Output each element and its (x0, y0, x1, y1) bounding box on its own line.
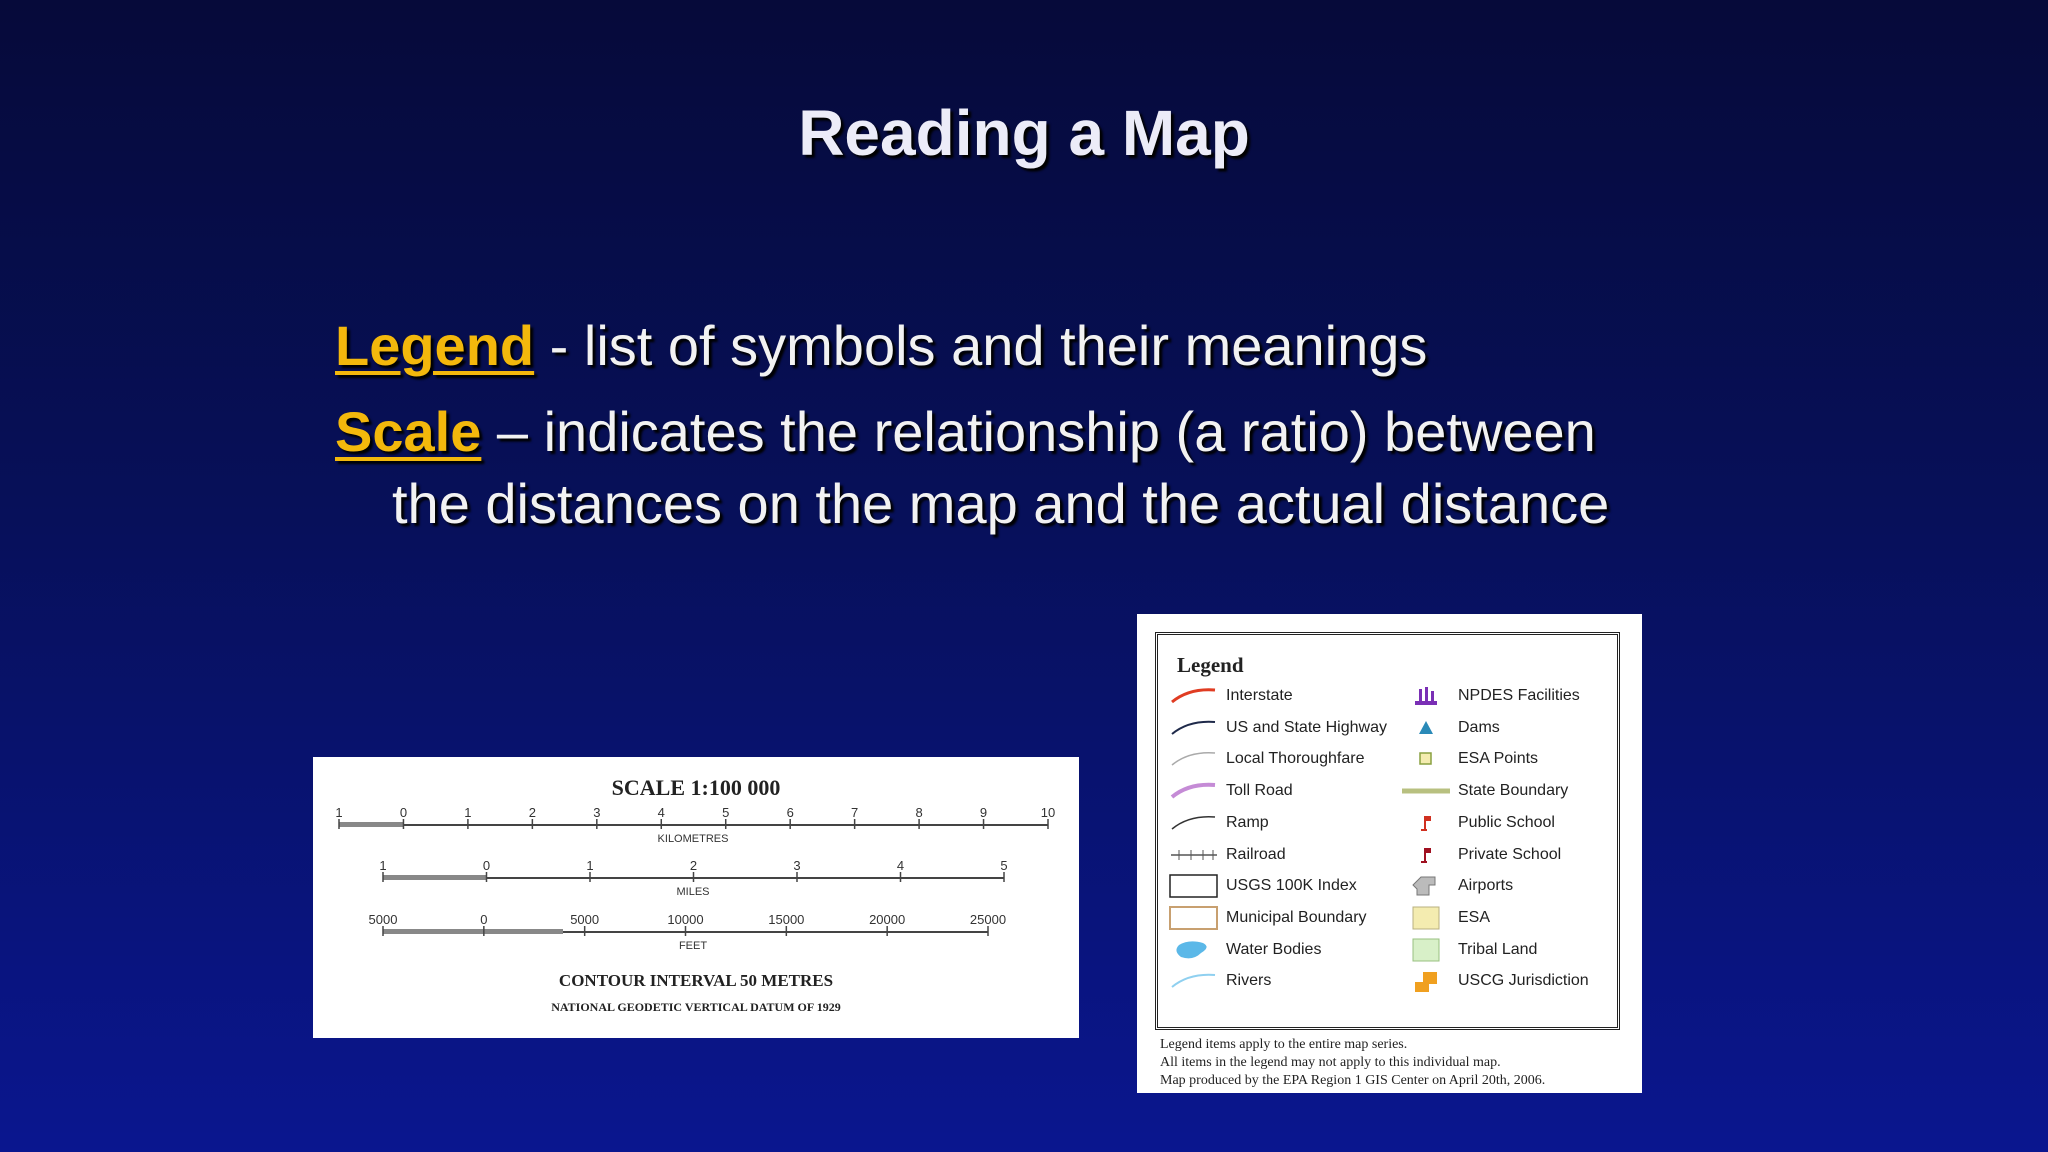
water-blob-icon (1169, 936, 1219, 964)
legend-figure (1137, 614, 1642, 1093)
legend-item (1401, 714, 1500, 742)
km-tick-label: 1 (335, 805, 343, 820)
legend-item (1169, 967, 1271, 995)
legend-item-label: USCG Jurisdiction (1458, 972, 1589, 990)
bullet-scale-continuation: the distances on the map and the actual distance (392, 472, 1610, 535)
legend-item (1401, 841, 1561, 869)
legend-item (1169, 872, 1357, 900)
term-scale: Scale (335, 400, 482, 463)
legend-item-label: Rivers (1226, 972, 1272, 990)
gray-curve-icon (1169, 745, 1219, 773)
legend-note: Map produced by the EPA Region 1 GIS Center on April 20th, 2006. (1160, 1073, 1546, 1088)
black-box-icon (1169, 872, 1219, 900)
triangle-icon (1401, 714, 1451, 742)
mile-tick-label: 1 (586, 858, 594, 873)
bullet-scale-text: – indicates the relationship (a ratio) between (481, 400, 1596, 463)
feet-tick-label: 10000 (667, 912, 704, 927)
legend-item (1401, 809, 1555, 837)
navy-curve-icon (1169, 714, 1219, 742)
legend-item (1169, 936, 1321, 964)
legend-item (1169, 809, 1269, 837)
bullet-scale (335, 396, 1815, 540)
km-label: KILOMETRES (657, 833, 729, 845)
legend-notes (1160, 1036, 1545, 1090)
legend-item (1169, 745, 1364, 773)
mile-tick-label: 3 (793, 858, 801, 873)
contour-interval: CONTOUR INTERVAL 50 METRES (558, 971, 834, 990)
km-tick-label: 5 (722, 805, 730, 820)
scale-bar-graphic (313, 757, 1079, 1038)
legend-item-label: Ramp (1226, 813, 1269, 831)
km-tick-label: 0 (399, 805, 408, 820)
uscg-icon (1401, 967, 1451, 995)
legend-note: Legend items apply to the entire map series. (1160, 1037, 1408, 1052)
legend-item (1169, 714, 1387, 742)
km-tick-label: 1 (464, 805, 472, 820)
legend-item-label: NPDES Facilities (1458, 687, 1580, 704)
legend-item-label: ESA Points (1458, 750, 1539, 768)
legend-item-label: State Boundary (1458, 782, 1569, 800)
scale-title: SCALE 1:100 000 (611, 775, 781, 800)
legend-item-label: Airports (1458, 877, 1514, 895)
flag-red-icon (1401, 809, 1451, 837)
mile-tick-label: 2 (689, 858, 698, 873)
legend-item-label: Municipal Boundary (1226, 908, 1367, 926)
vertical-datum: NATIONAL GEODETIC VERTICAL DATUM OF 1929 (551, 1000, 841, 1014)
feet-label: FEET (678, 940, 708, 952)
legend-item (1169, 777, 1293, 805)
km-tick-label: 8 (915, 805, 923, 820)
legend-item-label: US and State Highway (1226, 718, 1387, 736)
term-legend: Legend (335, 314, 535, 377)
square-point-icon (1401, 745, 1451, 773)
feet-tick-label: 5000 (570, 912, 600, 927)
legend-note: All items in the legend may not apply to this individual map. (1160, 1055, 1501, 1070)
railroad-icon (1169, 841, 1219, 869)
km-tick-label: 9 (979, 805, 988, 820)
mile-tick-label: 5 (1000, 858, 1008, 873)
legend-item-label: ESA (1458, 908, 1491, 926)
feet-tick-label: 5000 (368, 912, 398, 927)
dark-curve-icon (1169, 809, 1219, 837)
legend-item (1401, 904, 1490, 932)
mile-tick-label: 0 (482, 858, 491, 873)
purple-curve-icon (1169, 777, 1219, 805)
legend-item-label: Public School (1458, 813, 1555, 831)
km-tick-label: 7 (851, 805, 859, 820)
mile-label: MILES (676, 886, 710, 898)
km-tick-label: 6 (786, 805, 794, 820)
red-curve-icon (1169, 682, 1219, 710)
flag-darkred-icon (1401, 841, 1451, 869)
mile-tick-label: 1 (379, 858, 387, 873)
legend-item-label: Tribal Land (1458, 940, 1538, 958)
legend-item (1401, 967, 1589, 995)
legend-item (1401, 777, 1568, 805)
bullet-legend-text: - list of symbols and their meanings (534, 314, 1428, 377)
tribal-box-icon (1401, 936, 1451, 964)
km-tick-label: 2 (528, 805, 536, 820)
legend-title: Legend (1177, 653, 1244, 677)
legend-item (1169, 904, 1367, 932)
river-curve-icon (1169, 967, 1219, 995)
legend-item (1169, 841, 1286, 869)
legend-item (1401, 872, 1513, 900)
legend-item (1401, 682, 1580, 710)
km-tick-label: 4 (657, 805, 665, 820)
bullet-list (335, 310, 1815, 554)
esa-box-icon (1401, 904, 1451, 932)
legend-item-label: Interstate (1226, 687, 1293, 704)
legend-item (1169, 682, 1293, 710)
airport-icon (1401, 872, 1451, 900)
feet-tick-label: 25000 (969, 912, 1007, 927)
legend-item (1401, 936, 1537, 964)
legend-item-label: Dams (1458, 718, 1500, 736)
tan-box-icon (1169, 904, 1219, 932)
slide-title: Reading a Map (798, 97, 1250, 169)
feet-tick-label: 0 (480, 912, 488, 927)
legend-item (1401, 745, 1538, 773)
bullet-legend (335, 310, 1815, 382)
legend-item-label: USGS 100K Index (1226, 877, 1357, 895)
legend-item-label: Toll Road (1226, 782, 1293, 800)
boundary-line-icon (1401, 777, 1451, 805)
facility-icon (1401, 682, 1451, 710)
feet-tick-label: 15000 (768, 912, 805, 927)
km-tick-label: 10 (1040, 805, 1056, 820)
legend-item-label: Water Bodies (1226, 940, 1322, 958)
legend-item-label: Private School (1458, 845, 1562, 863)
feet-tick-label: 20000 (869, 912, 906, 927)
legend-item-label: Local Thoroughfare (1226, 750, 1365, 768)
legend-item-label: Railroad (1226, 845, 1286, 863)
scale-bar-figure (313, 757, 1079, 1038)
mile-tick-label: 4 (896, 858, 905, 873)
km-tick-label: 3 (593, 805, 601, 820)
